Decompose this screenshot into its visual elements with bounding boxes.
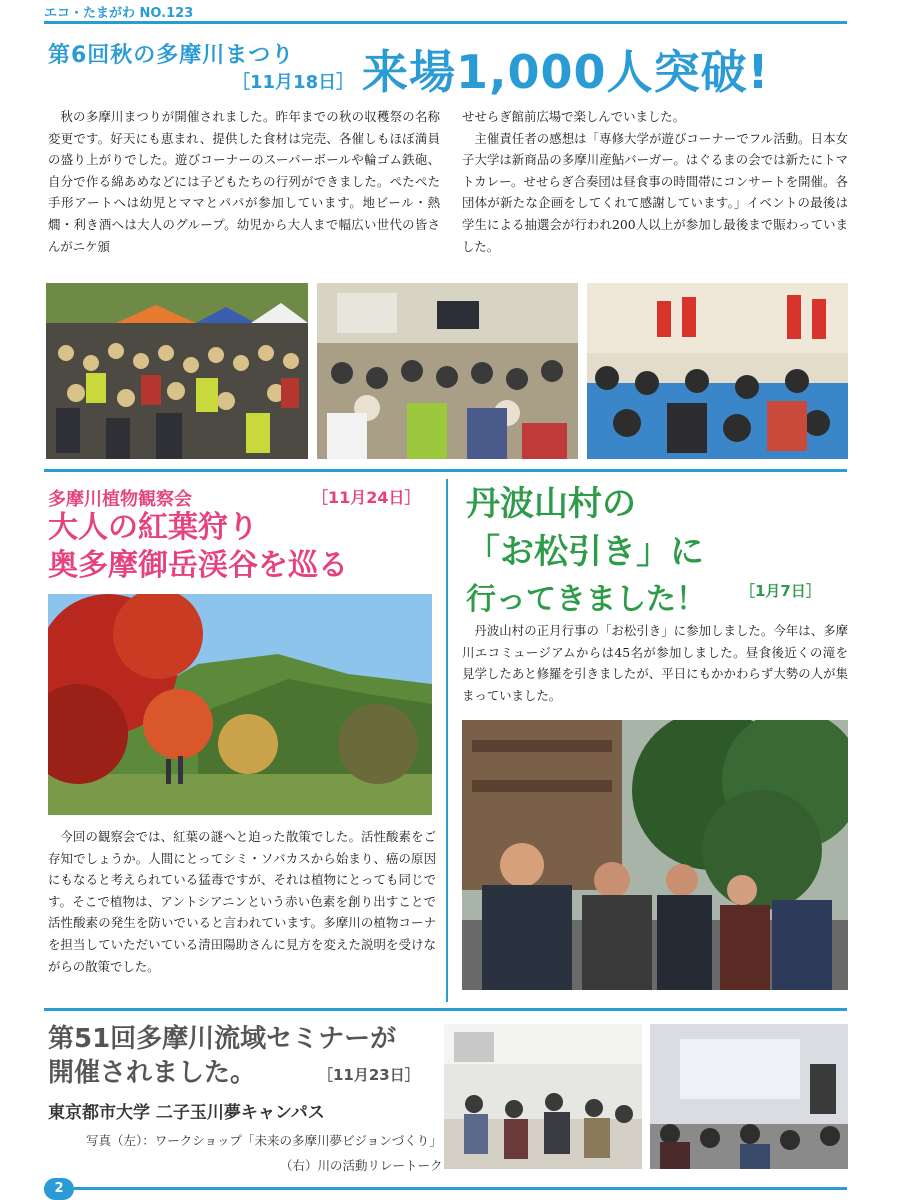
top-divider xyxy=(44,21,847,24)
article4-venue: 東京都市大学 二子玉川夢キャンパス xyxy=(48,1103,325,1123)
article3-title-line3: 行ってきました！ xyxy=(466,582,706,617)
newsletter-series: エコ・たまがわ NO.123 xyxy=(44,6,194,21)
article3-date: ［1月7日］ xyxy=(740,582,821,600)
article4-caption-left: 写真（左）：ワークショップ「未来の多摩川夢ビジョンづくり」 xyxy=(86,1133,442,1148)
seminar-workshop-photo xyxy=(444,1024,642,1169)
article2-title-line1: 大人の紅葉狩り xyxy=(48,510,258,545)
article4-date: ［11月23日］ xyxy=(318,1066,420,1084)
article2-kicker: 多摩川植物観察会 xyxy=(48,489,192,510)
section-divider-1 xyxy=(44,469,847,472)
article4-caption-right: （右）川の活動リレートーク xyxy=(280,1158,443,1173)
article3-title-line1: 丹波山村の xyxy=(466,484,636,524)
article4-title-line2: 開催されました。 xyxy=(48,1058,257,1088)
bottom-divider xyxy=(74,1187,847,1190)
page-number: 2 xyxy=(44,1178,74,1200)
autumn-leaves-photo xyxy=(48,594,432,815)
article1-date: ［11月18日］ xyxy=(232,72,355,93)
article3-title xyxy=(466,480,704,576)
article1-col1-text: 秋の多摩川まつりが開催されました。昨年までの秋の収穫祭の名称変更です。好天にも恵まれ、提供した食材は完売、各催しもほぼ満員の盛り上がりでした。遊びコーナーのスーパーボールや輪ゴム鉄砲、自分で作る綿あめなどには子どもたちの行列ができました。ぺたぺた手形アートへは幼児とママとパパが参加しています。地ビール・熱燗・利き酒へは大人のグループ。幼児から大人まで幅広い世代の皆さんがニケ頒 xyxy=(48,109,440,254)
article2-title-line2: 奥多摩御岳渓谷を巡る xyxy=(48,548,348,583)
seminar-relay-talk-photo xyxy=(650,1024,848,1169)
article1-col2 xyxy=(462,106,848,257)
omatsu-hiki-photo xyxy=(462,720,848,990)
article1-col2-lead: せせらぎ館前広場で楽しんでいました。 xyxy=(462,109,686,124)
festival-crowd-photo xyxy=(46,283,308,459)
article2-title xyxy=(48,509,348,585)
article3-body xyxy=(462,620,848,706)
article2-body-text: 今回の観察会では、紅葉の謎へと迫った散策でした。活性酸素をご存知でしょうか。人間にとってシミ・ソバカスから始まり、癌の原因にもなると考えられている猛毒ですが、それは植物にとっても同じです。そこで植物は、アントシアニンという赤い色素を創り出すことで活性酸素の発生を防いでいると言われています。多摩川の植物コーナを担当していただいている清田陽助さんに見方を変えた説明を受けながらの散策でした。 xyxy=(48,829,436,974)
festival-concert-photo xyxy=(317,283,578,459)
article2-date: ［11月24日］ xyxy=(312,488,421,507)
article1-title: 第6回秋の多摩川まつり xyxy=(48,43,295,68)
section-divider-2 xyxy=(44,1008,847,1011)
article1-headline: 来場1,000人突破! xyxy=(362,45,770,99)
article1-col1 xyxy=(48,106,440,257)
article4-title-line1: 第51回多摩川流域セミナーが xyxy=(48,1024,397,1054)
article3-body-text: 丹波山村の正月行事の「お松引き」に参加しました。今年は、多摩川エコミュージアムからは45名が参加しました。昼食後近くの滝を見学したあと修羅を引きましたが、平日にもかかわらず大勢の人が集まっていました。 xyxy=(462,623,848,703)
article1-col2-text: 主催責任者の感想は「専修大学が遊びコーナーでフル活動。日本女子大学は新商品の多摩川産鮎バーガー。はぐるまの会では新たにトマトカレー。せせらぎ合奏団は昼食事の時間帯にコンサートを開催。各団体が新たな企画をしてくれて感謝しています。」イベントの最後は学生による抽選会が行われ200人以上が参加し最後まで賑わっていました。 xyxy=(462,130,848,254)
festival-lottery-photo xyxy=(587,283,848,459)
article3-title-line2: 「お松引き」に xyxy=(466,532,704,572)
article2-body xyxy=(48,826,436,977)
column-divider xyxy=(446,479,448,1002)
